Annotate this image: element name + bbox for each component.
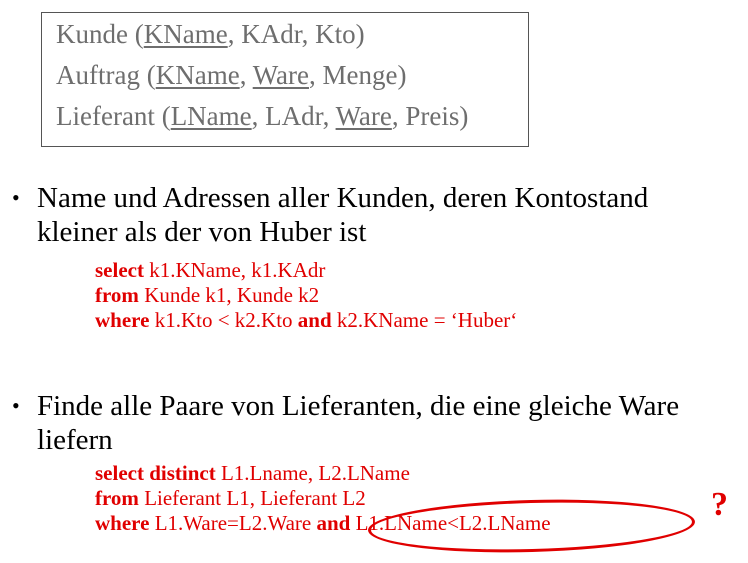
query2-sql: select distinct L1.Lname, L2.LName from Lieferant L1, Lieferant L2 where L1.Ware=L2.Ware and L1.LName<L2.LName [95, 461, 551, 535]
schema-box [41, 12, 529, 147]
schema-kunde: Kunde (KName, KAdr, Kto) [56, 19, 365, 49]
bullet-dot: • [12, 185, 20, 210]
query2-description: Finde alle Paare von Lieferanten, die eine gleiche Ware liefern [37, 390, 680, 456]
query1-description: Name und Adressen aller Kunden, deren Kontostand kleiner als der von Huber ist [37, 182, 649, 248]
schema-lieferant: Lieferant (LName, LAdr, Ware, Preis) [56, 101, 469, 131]
bullet-dot: • [12, 393, 20, 418]
question-mark: ? [711, 486, 728, 523]
schema-auftrag: Auftrag (KName, Ware, Menge) [56, 60, 407, 90]
query1-sql: select k1.KName, k1.KAdr from Kunde k1, Kunde k2 where k1.Kto < k2.Kto and k2.KName = ‘Huber‘ [95, 258, 518, 332]
